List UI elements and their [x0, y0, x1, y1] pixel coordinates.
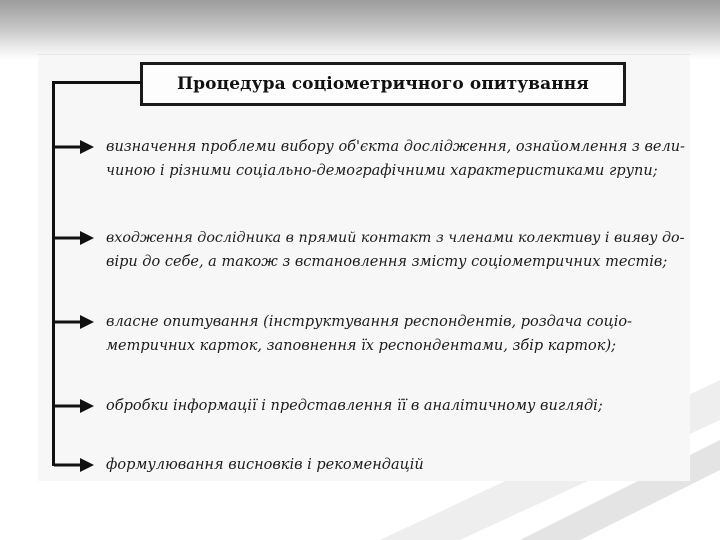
- arrow-icon: [54, 137, 96, 157]
- step-4-line-1: обробки інформації і представлення її в аналітичному вигляді;: [106, 398, 603, 414]
- step-2-line-2: віри до себе, а також з встановлення змісту соціометричних тестів;: [106, 254, 668, 270]
- step-1-line-2: чиною і різними соціально-демографічними характеристиками групи;: [106, 163, 658, 179]
- step-2: [106, 226, 686, 274]
- diagram-title: Процедура соціометричного опитування: [177, 74, 589, 94]
- arrow-icon: [54, 396, 96, 416]
- step-2-line-1: входження дослідника в прямий контакт з членами колективу і вияву до-: [106, 230, 685, 246]
- step-1-line-1: визначення проблеми вибору об'єкта дослідження, ознайомлення з вели-: [106, 139, 685, 155]
- step-3-line-1: власне опитування (інструктування респондентів, роздача соціо-: [106, 314, 633, 330]
- step-5: [106, 453, 686, 477]
- step-3-line-2: метричних карток, заповнення їх респондентами, збір карток);: [106, 338, 616, 354]
- arrow-icon: [54, 312, 96, 332]
- step-1: [106, 135, 686, 183]
- diagram-title-box: [140, 62, 626, 106]
- arrow-icon: [54, 455, 96, 475]
- arrow-icon: [54, 228, 96, 248]
- step-4: [106, 394, 686, 418]
- step-5-line-1: формулювання висновків і рекомендацій: [106, 457, 424, 473]
- title-connector: [52, 81, 142, 84]
- step-3: [106, 310, 686, 358]
